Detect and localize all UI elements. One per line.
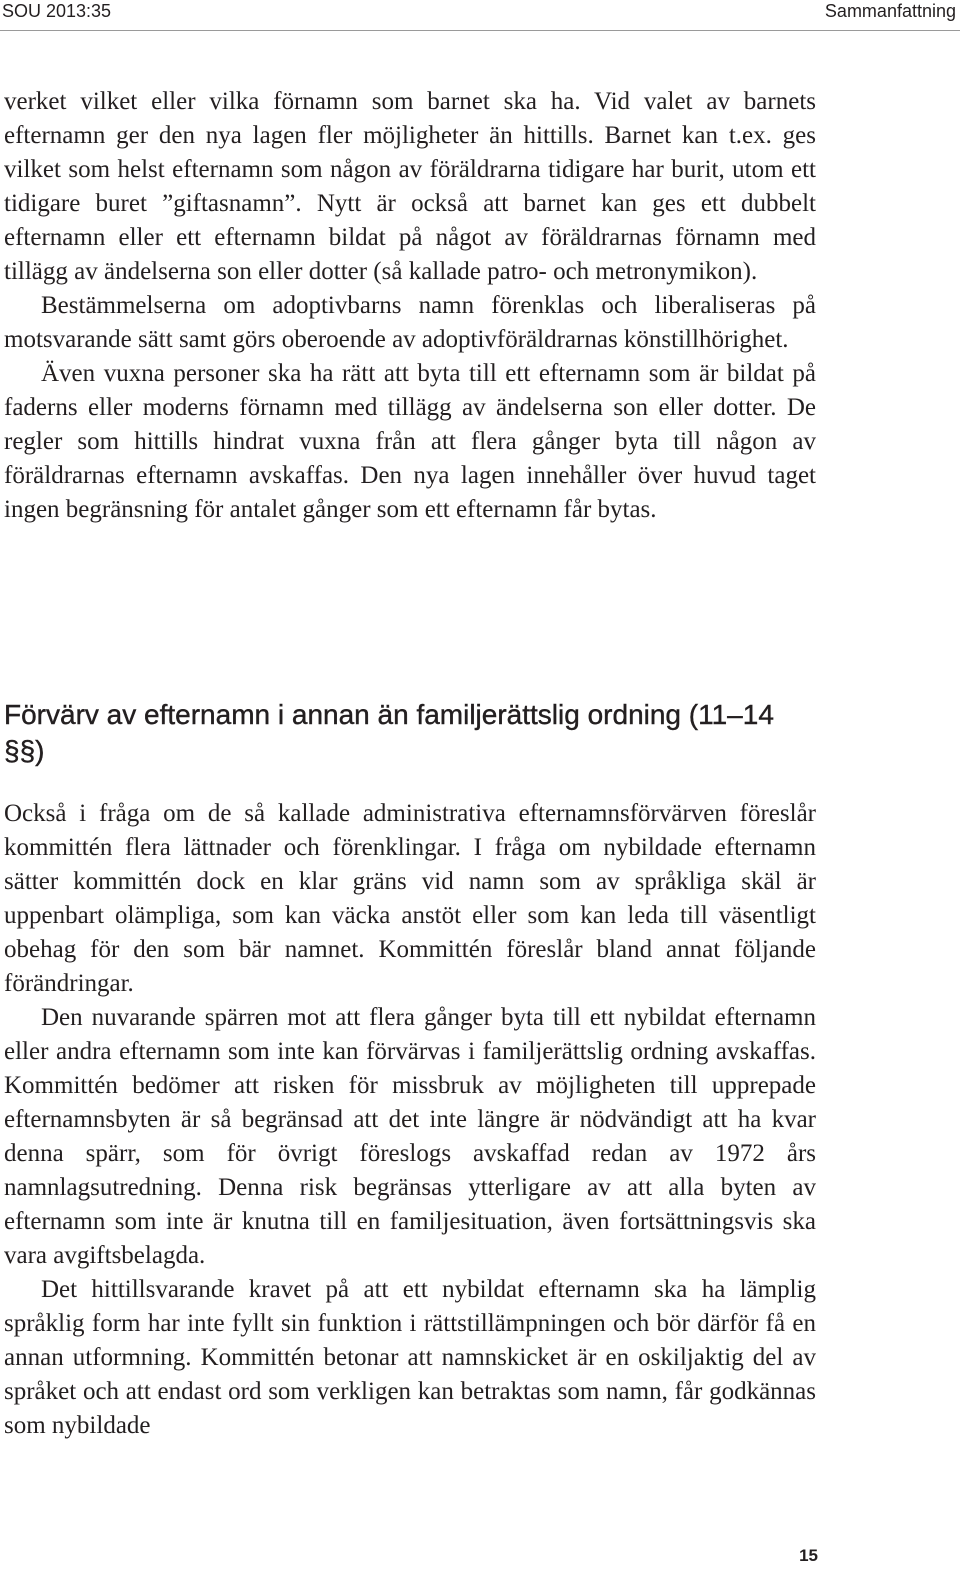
body-text-block — [4, 797, 816, 1443]
section-heading: Förvärv av efternamn i annan än familjerättslig ordning (11–14 §§) — [4, 699, 774, 766]
document-reference: SOU 2013:35 — [2, 1, 112, 21]
chapter-title: Sammanfattning — [824, 1, 956, 21]
paragraph: Även vuxna personer ska ha rätt att byta till ett efternamn som är bildat på faderns eller moderns förnamn med tillägg av ändelserna son eller dotter. De regler som hittills hindrat vuxna från att flera gånger byta till någon av föräldrarnas efternamn avskaffas. Den nya lagen innehåller över huvud taget ingen begränsning för antalet gånger som ett efternamn får bytas. — [4, 360, 816, 523]
paragraph: Den nuvarande spärren mot att flera gånger byta till ett nybildat efternamn eller andra efternamn som inte kan förvärvas i familjerättslig ordning avskaffas. Kommittén bedömer att risken för missbruk av möjligheten till upprepade efternamnsbyten är så begränsad att det inte längre är nödvändigt att ha kvar denna spärr, som för övrigt föreslogs avskaffad redan av 1972 års namnlagsutredning. Denna risk begränsas ytterligare av att alla byten av efternamn som inte är knutna till en familjesituation, även fortsättningsvis ska vara avgiftsbelagda. — [4, 1004, 816, 1269]
paragraph: Också i fråga om de så kallade administrativa efternamnsförvärven föreslår kommittén flera lättnader och förenklingar. I fråga om nybildade efternamn sätter kommittén dock en klar gräns vid namn som av språkliga skäl är uppenbart olämpliga, som kan väcka anstöt eller som kan leda till väsentligt obehag för den som bär namnet. Kommittén föreslår bland annat följande förändringar. — [4, 800, 816, 997]
paragraph: Bestämmelserna om adoptivbarns namn förenklas och liberaliseras på motsvarande sätt samt görs oberoende av adoptivföräldrarnas könstillhörighet. — [4, 292, 816, 353]
running-header — [0, 0, 960, 26]
page-number: 15 — [799, 1546, 818, 1565]
paragraph: verket vilket eller vilka förnamn som barnet ska ha. Vid valet av barnets efternamn ger den nya lagen fler möjligheter än hittills. Barnet kan t.ex. ges vilket som helst efternamn som någon av föräldrarna tidigare har burit, utom ett tidigare buret ”giftasnamn”. Nytt är också att barnet kan ges ett dubbelt efternamn eller ett efternamn bildat på något av föräldrarnas förnamn med tillägg av ändelserna son eller dotter (så kallade patro- och metronymikon). — [4, 88, 816, 285]
body-text-block — [4, 85, 816, 527]
header-divider — [0, 30, 960, 31]
paragraph: Det hittillsvarande kravet på att ett nybildat efternamn ska ha lämplig språklig form har inte fyllt sin funktion i rättstillämpningen och bör därför få en annan utformning. Kommittén betonar att namnskicket är en oskiljaktig del av språket och att endast ord som verkligen kan betraktas som namn, får godkännas som nybildade — [4, 1276, 816, 1439]
